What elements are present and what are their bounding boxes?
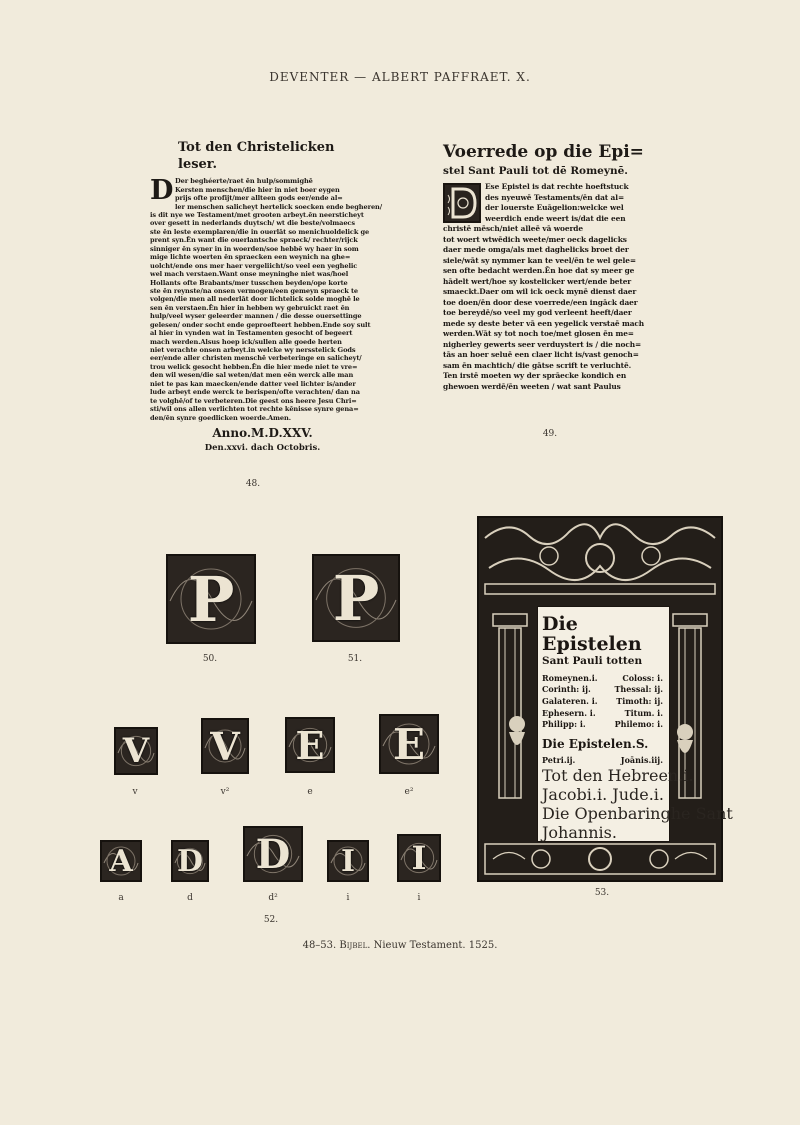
fig49-text-line: siele/wāt sy nymmer kan te veel/ēn te wel gele=: [443, 255, 636, 265]
tp-book-row-cell: Titum. i.: [624, 707, 663, 718]
fig49-text-line: toe doen/ēn door dese voerrede/een ingāck daer: [443, 297, 638, 307]
fig48-text-line: niet te pas kan maecken/ende datter veel lichter is/ander: [150, 379, 356, 388]
tp-heading: Die Epistelen.S.: [542, 736, 649, 751]
initial-letter: E: [295, 722, 325, 768]
caption-53: 53.: [594, 888, 610, 898]
initial-p-icon: [312, 554, 400, 642]
initial-a-icon: [100, 840, 142, 882]
initial-caption: e: [307, 787, 313, 797]
initial-d-icon: [171, 840, 209, 882]
initial-e-icon: [379, 714, 439, 774]
fig49-text-line: der louerste Euāgelion:welcke wel: [485, 203, 624, 213]
fig49-text-line: des nyeuwē Testaments/ēn dat al=: [485, 192, 625, 202]
fig48-text-line: wel mach verstaen.Want onse meyninghe niet was/hoel: [150, 270, 349, 279]
tp-text-line: Tot den Hebreen.i.: [542, 766, 694, 786]
tp-book-row2: [542, 755, 665, 767]
fig49-text-line: Ese Epistel is dat rechte hoeftstuck: [485, 181, 629, 191]
tp-book-row: [542, 673, 665, 685]
fig49-text-line: hādelt wert/hoe sy kostelicker wert/ende beter: [443, 276, 632, 286]
caption-52: 52.: [263, 915, 279, 925]
initial-letter: I: [411, 839, 427, 877]
fig48-text-line: ste ēn reynste/na onsen vermogen/een gemeyn spraeck te: [150, 286, 358, 295]
fig48-body: [150, 175, 383, 422]
fig49-text-line: daer mede omga/als met daghelicks broet der: [443, 245, 629, 255]
fig48-text-line: prent syn.Ēn want die ouerlantsche spraeck/ rechter/rijck: [150, 236, 358, 245]
fig48-text-line: mige lichte woerten ēn spraecken een weynich na ghe=: [150, 253, 351, 262]
footer-prefix: 48–53.: [302, 940, 337, 951]
fig48-text-line: is dit nye we Testament/met grooten arbeyt.ēn neersticheyt: [150, 211, 364, 219]
tp-book-row: [542, 684, 665, 696]
initial-i-icon: [397, 834, 441, 882]
fig49-text-line: weerdich ende weert is/dat die een: [485, 213, 626, 223]
tp-title: Die Epistelen: [542, 613, 642, 655]
fig48-text-line: gelesen/ onder socht ende geproefteert hebben.Ende soy sult: [150, 320, 371, 329]
fig48-text-line: trou welick gesocht hebben.Ēn die hier mede niet te vre=: [150, 362, 358, 371]
tp-book-row-cell: Ephesern. i.: [542, 707, 596, 718]
tp-book-row-cell: Philemo: i.: [614, 719, 663, 730]
fig48-text-line: sinniger ēn syner in in woerden/soe hebbē wy haer in som: [150, 244, 359, 253]
figure-49-voerrede: [443, 143, 665, 392]
fig48-text-line: eer/ende aller christen menschē verbeteringe en salicheyt/: [150, 354, 362, 363]
fig49-text-line: mede sy deste beter vā een yegelick verstaē mach: [443, 318, 645, 328]
fig49-text-line: toe bereydē/so veel my god verleent heeft/daer: [443, 308, 632, 318]
fig48-text-line: hulp/veel wyser geleerder mannen / die desse ouersettinge: [150, 312, 362, 321]
initial-caption: 51.: [347, 654, 363, 664]
figure-53-title-page: [477, 516, 733, 882]
tp-text-line: Jacobi.i. Jude.i.: [542, 785, 664, 805]
title-page-panel: [537, 606, 733, 843]
fig48-text-line: den/ēn synre goedlicken woerde.Amen.: [150, 413, 291, 422]
fig49-text-line: smaeckt.Daer om wil ick oeck mynē dienst daer: [443, 287, 637, 297]
fig49-text-line: ghewoen werdē/ēn weeten / wat sant Paulus: [443, 381, 621, 391]
fig49-text-line: tās an hoer seluē een claer licht is/vast genoch=: [443, 350, 639, 360]
initial-d-icon: [243, 826, 303, 882]
tp-subtitle: Sant Pauli totten: [542, 654, 643, 667]
fig48-text-line: uolcht/ende ons mer haer vergeliicht/so veel een yeghelic: [150, 261, 358, 270]
initial-letter: V: [210, 723, 240, 769]
tp-book-row-cell: Timoth: ij.: [616, 696, 663, 707]
fig49-subtitle: stel Sant Pauli tot dē Romeynē.: [443, 164, 628, 177]
initial-v-icon: [201, 718, 249, 774]
initial-letter: E: [392, 719, 425, 769]
fig49-title: Voerrede op die Epi=: [443, 142, 644, 162]
fig48-text-line: te volghē/of te verbeteren.Die geest ons heere Jesu Chri=: [150, 396, 357, 405]
fig48-text-line: Der beghéerte/raet ēn hulp/sommighē: [175, 177, 313, 186]
fig49-text-line: sen ofte bedacht werden.Ēn hoe dat sy meer ge: [443, 266, 635, 276]
initial-letter: D: [255, 830, 291, 878]
fig49-text-line: tot woert wtwēdich weete/mer oeck dagelicks: [443, 234, 627, 244]
fig48-text-line: ste ēn leste exemplaren/die in ouerlāt so menichuoldelick ge: [150, 227, 370, 236]
fig48-text-line: lude arbeyt ende werck te berispen/ofte verachten/ dan na: [150, 388, 360, 397]
tp-book-row-cell: Thessal: ij.: [614, 684, 663, 695]
initial-letter: P: [187, 562, 235, 636]
fig48-text-line: volgen/die men all nederlāt door lichtelick solde moghē le: [150, 295, 360, 304]
initial-caption: d²: [268, 893, 278, 903]
initial-letter: A: [109, 843, 133, 879]
tp-book-row-cell: Philipp: i.: [542, 719, 586, 730]
initial-letter: I: [340, 843, 356, 879]
initial-caption: v: [132, 787, 138, 797]
fig48-text-line: over gesett in nederlands duytsch/ wt die beste/volmaecs: [150, 219, 355, 228]
tp-book-row-cell: Romeynen.i.: [542, 672, 598, 683]
ornamental-initial-d-icon: [443, 183, 481, 223]
running-header: DEVENTER — ALBERT PAFFRAET. X.: [269, 70, 531, 84]
tp-book-row-cell: Corinth: ij.: [542, 684, 591, 695]
fig48-text-line: ler menschen salicheyt hertelick soecken ende begheren/: [175, 202, 383, 211]
tp-book-row2-cell: Joānis.iij.: [620, 754, 663, 765]
caption-48: 48.: [245, 479, 261, 489]
tp-book-row: [542, 696, 665, 708]
initial-i-icon: [327, 840, 369, 882]
initial-letter: P: [332, 561, 380, 635]
figure-48-preface: [150, 140, 383, 454]
fig48-date: Den.xxvi. dach Octobris.: [204, 443, 321, 454]
tp-text-line: Die Openbaringhe Sant: [542, 804, 733, 824]
initial-caption: i: [417, 893, 421, 903]
fig49-text-line: sam ēn machtich/ die gātse scrift te verluchtē.: [443, 360, 632, 370]
fig48-text-line: Kersten menschen/die hier in niet boer eygen: [175, 185, 340, 194]
fig49-text-line: christē mēsch/niet alleē vā woerde: [443, 224, 583, 234]
initial-letter: D: [176, 843, 203, 879]
fig48-dropcap: D: [150, 175, 174, 207]
fig48-text-line: mach werden.Alsus hoep ick/sullen alle goede herten: [150, 337, 342, 346]
initial-caption: v²: [220, 787, 230, 797]
fig49-text-line: werden.Wāt sy tot noch toe/met glosen ēn me=: [443, 329, 634, 339]
fig49-text-line: nigherley gewerts seer verduystert is / die noch=: [443, 339, 642, 349]
initial-caption: e²: [404, 787, 414, 797]
initial-caption: i: [346, 893, 350, 903]
initial-v-icon: [114, 727, 158, 775]
fig48-anno: Anno.M.D.XXV.: [212, 425, 313, 440]
fig48-text-line: sti/wil ons allen verlichten tot rechte kēnisse synre gena=: [150, 405, 359, 414]
initial-e-icon: [285, 717, 335, 773]
fig48-text-line: Hollants ofte Brabants/mer tusschen beyden/ope korte: [150, 278, 348, 287]
tp-book-row-cell: Galateren. i.: [542, 696, 598, 707]
initial-letter: V: [122, 731, 150, 771]
initial-p-icon: [166, 554, 256, 644]
fig48-text-line: sen ēn verstaen.Ēn hier in hebben wy gebruickt raet ēn: [150, 303, 350, 312]
initial-caption: a: [118, 893, 124, 903]
tp-book-row-cell: Coloss: i.: [622, 672, 663, 683]
tp-book-row2-cell: Petri.ij.: [542, 754, 576, 765]
tp-text-line: Johannis.: [542, 823, 617, 843]
tp-book-row: [542, 708, 665, 720]
plate-footer-caption: [0, 940, 800, 951]
fig48-title: Tot den Christelicken leser.: [178, 140, 335, 172]
tp-book-row: [542, 719, 665, 731]
footer-smallcaps: Bijbel: [339, 940, 368, 951]
fig49-text-line: Ten irstē moeten wy der sprāecke kondich en: [443, 371, 627, 381]
footer-rest: . Nieuw Testament. 1525.: [367, 940, 498, 951]
fig49-body: [443, 182, 665, 392]
fig48-text-line: prijs ofte profijt/mer allteen gods eer/ende al=: [175, 194, 343, 203]
caption-49: 49.: [542, 429, 558, 439]
initial-caption: 50.: [202, 654, 218, 664]
fig48-text-line: niet verachte onsen arbeyt.in welcke wy nersstelick Gods: [150, 346, 356, 354]
fig48-text-line: den wil wesen/die sal weten/dat men eēn werck alle man: [150, 371, 354, 380]
fig48-text-line: al hier in vynden wat in Testamenten gesocht of begeert: [150, 329, 353, 338]
initial-caption: d: [187, 893, 193, 903]
